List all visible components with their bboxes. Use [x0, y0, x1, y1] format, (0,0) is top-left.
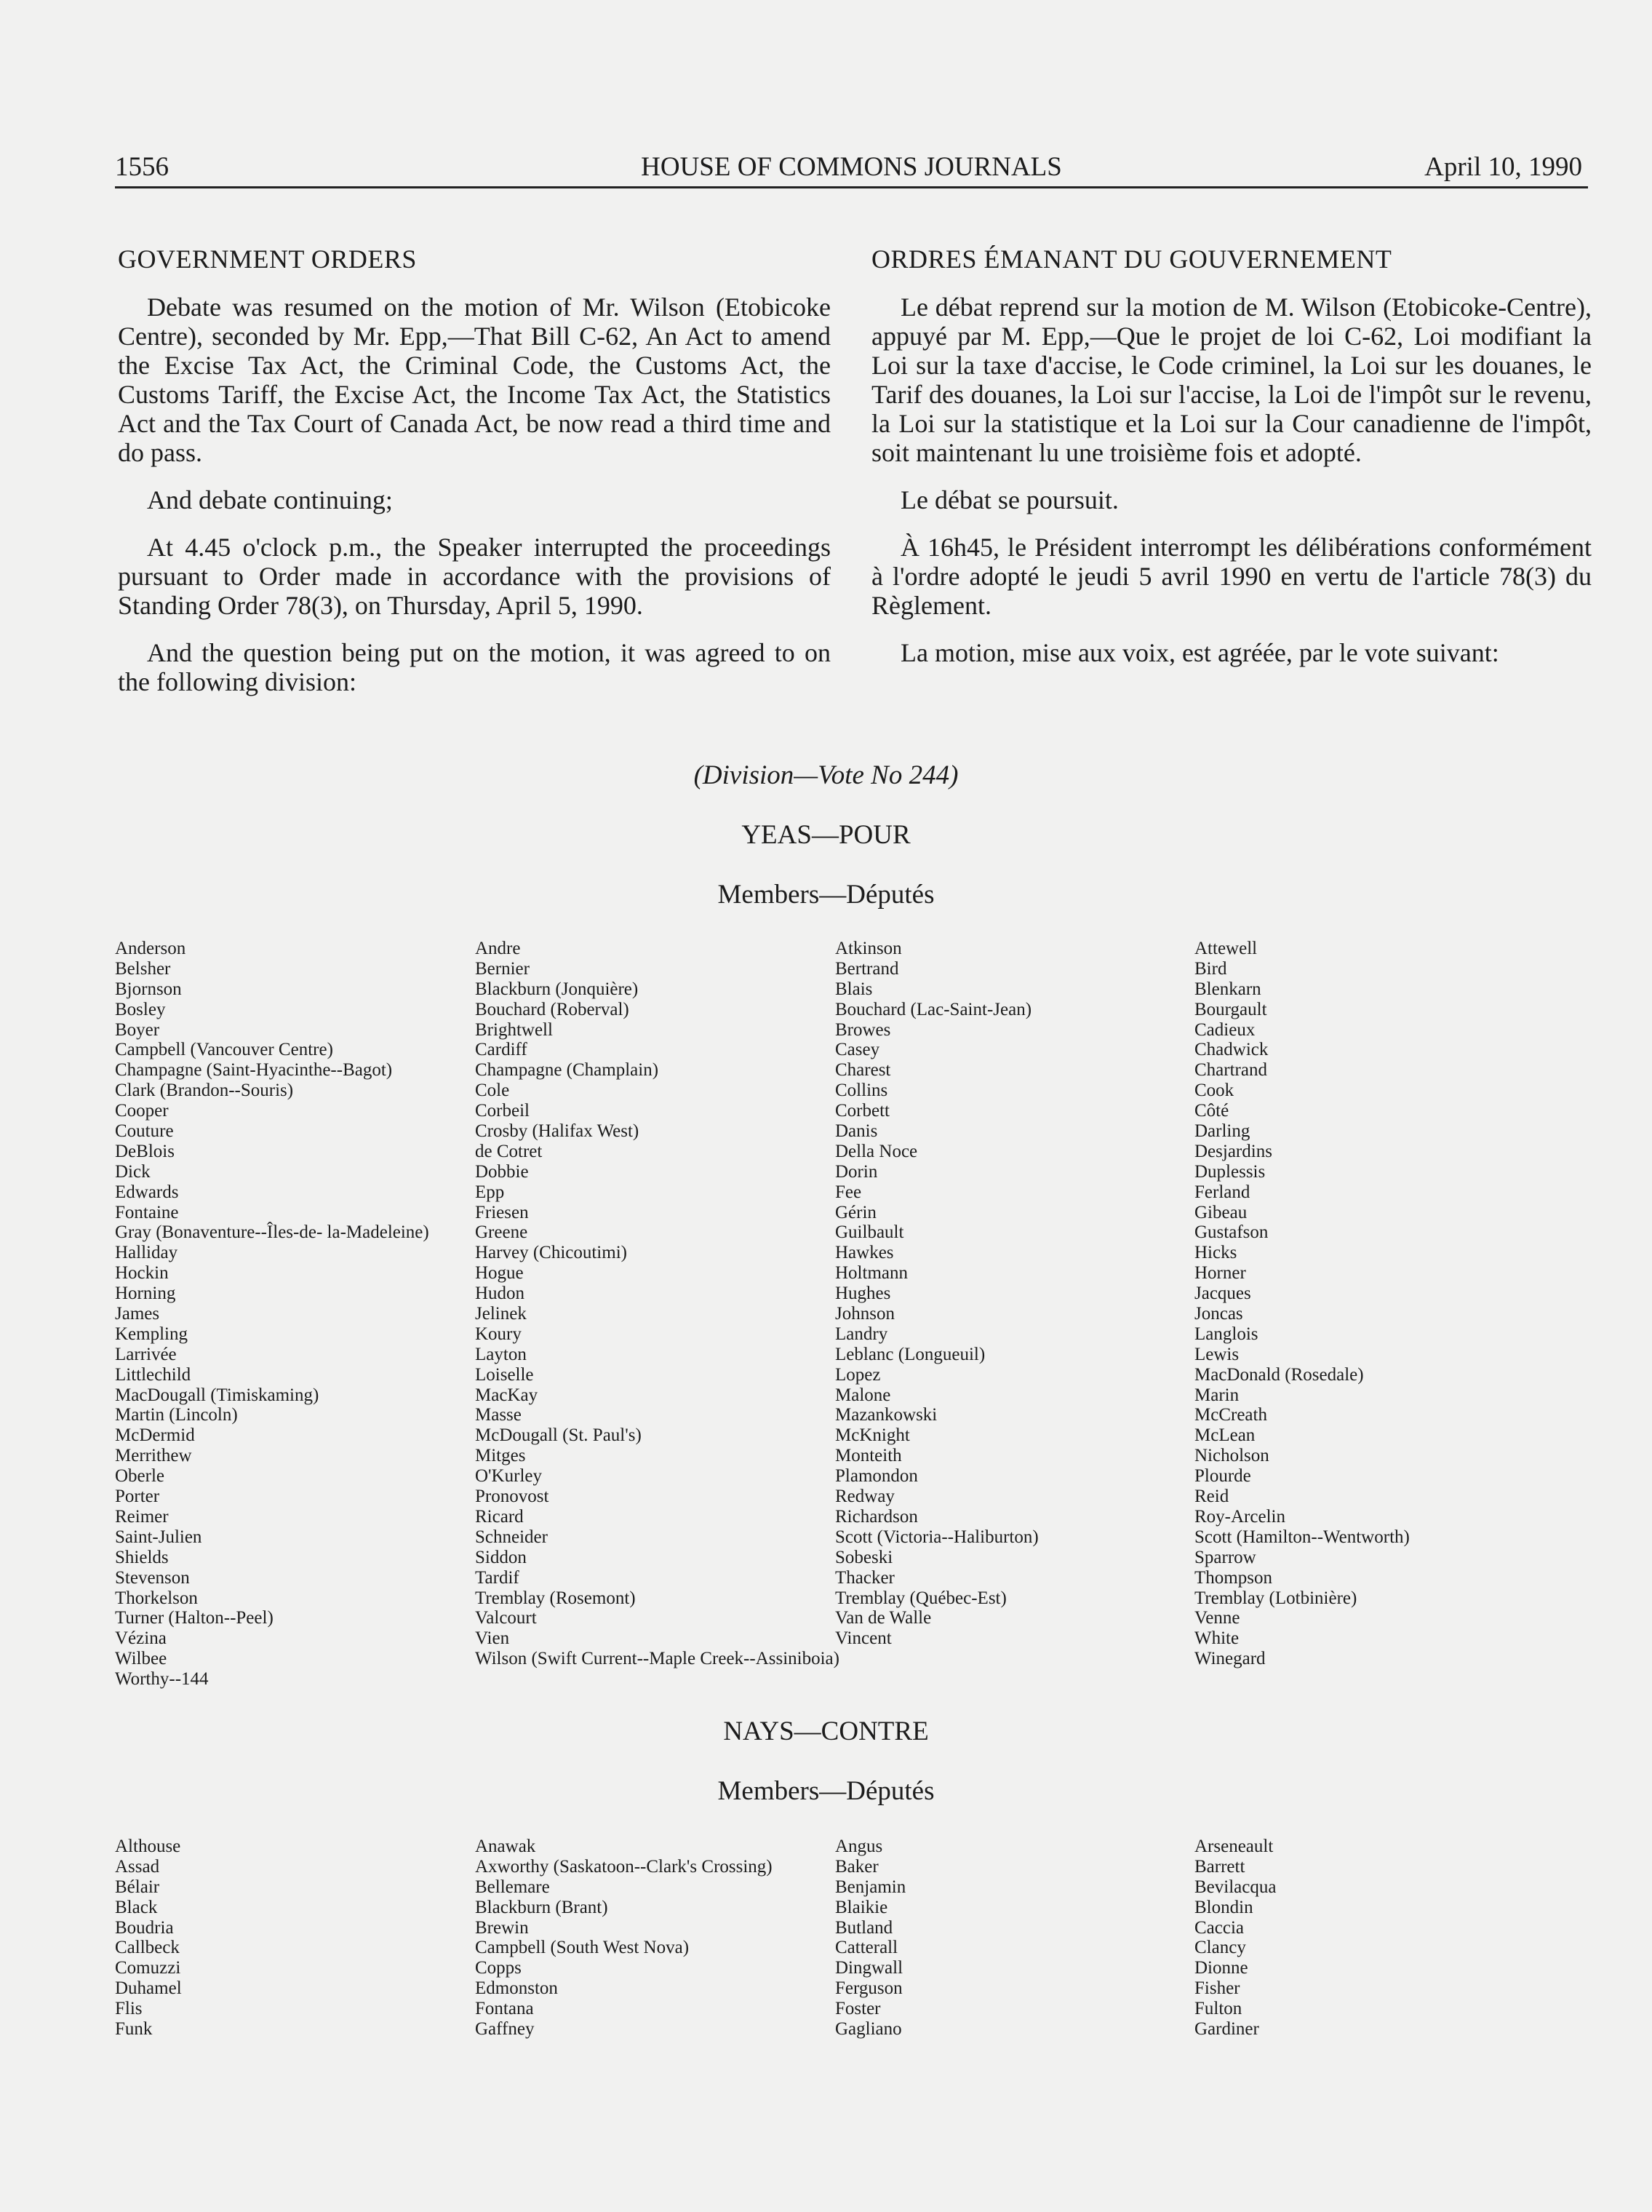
member-name: Hawkes	[835, 1243, 894, 1263]
member-name: Epp	[475, 1182, 505, 1202]
member-name: Chartrand	[1194, 1060, 1267, 1081]
member-name: Caccia	[1194, 1917, 1245, 1938]
member-name: Landry	[835, 1324, 888, 1344]
member-name: Edmonston	[475, 1978, 558, 1999]
member-name: Fontaine	[115, 1202, 179, 1222]
member-name: MacDonald (Rosedale)	[1194, 1364, 1364, 1385]
member-name: Merrithew	[115, 1446, 192, 1466]
member-name: Langlois	[1194, 1324, 1258, 1344]
member-name: Gardiner	[1194, 2019, 1259, 2040]
member-name: Althouse	[115, 1837, 181, 1856]
member-name: Harvey (Chicoutimi)	[475, 1243, 627, 1263]
member-name: Valcourt	[475, 1608, 537, 1628]
member-name: Monteith	[835, 1446, 902, 1466]
french-paragraph: La motion, mise aux voix, est agréée, par le vote suivant:	[901, 638, 1499, 667]
yeas-column-1	[115, 939, 479, 1690]
member-name: Guilbault	[835, 1222, 904, 1243]
member-name: Layton	[475, 1344, 527, 1364]
member-name: Sobeski	[835, 1547, 893, 1567]
nays-title: NAYS—CONTRE	[723, 1716, 929, 1746]
member-name: Cole	[475, 1081, 510, 1101]
member-name: Mitges	[475, 1446, 526, 1466]
member-name: Wilbee	[115, 1649, 167, 1669]
member-name: James	[115, 1304, 160, 1324]
member-name: Bellemare	[475, 1877, 550, 1897]
member-name: de Cotret	[475, 1141, 543, 1161]
member-name: Sparrow	[1194, 1547, 1256, 1567]
member-name: Couture	[115, 1121, 174, 1142]
member-name: Redway	[835, 1487, 895, 1507]
member-name: Tremblay (Lotbinière)	[1194, 1588, 1357, 1608]
member-name: Stevenson	[115, 1567, 190, 1588]
member-name: Schneider	[475, 1527, 548, 1547]
english-paragraph: Debate was resumed on the motion of Mr. Wilson (Etobicoke Centre), seconded by Mr. Epp,—That Bill C-62, An Act to amend the Excise Tax Act, the Criminal Code, the Customs Act, the Customs Tariff, the Excise Act, the Income Tax Act, the Statistics Act and the Tax Court of Canada Act, be now read a third time and do pass.	[118, 293, 831, 467]
member-name: Oberle	[115, 1466, 165, 1487]
member-name: Greene	[475, 1222, 528, 1243]
member-name: Porter	[115, 1487, 160, 1507]
member-name: Blais	[835, 979, 873, 999]
member-name: Assad	[115, 1856, 160, 1877]
member-name: Angus	[835, 1837, 883, 1856]
member-name: Dionne	[1194, 1958, 1248, 1978]
member-name: Baker	[835, 1856, 879, 1877]
member-name: Ferguson	[835, 1978, 903, 1999]
member-name: Thorkelson	[115, 1588, 198, 1608]
journal-title: HOUSE OF COMMONS JOURNALS	[641, 152, 1062, 182]
member-name: Dingwall	[835, 1958, 903, 1978]
member-name: Martin (Lincoln)	[115, 1405, 238, 1425]
member-name: Champagne (Saint-Hyacinthe--Bagot)	[115, 1060, 393, 1081]
member-name: Fee	[835, 1182, 862, 1202]
member-name: Collins	[835, 1081, 888, 1101]
member-name: Shields	[115, 1547, 169, 1567]
french-paragraph: Le débat reprend sur la motion de M. Wilson (Etobicoke-Centre), appuyé par M. Epp,—Que le projet de loi C-62, Loi modifiant la Loi sur la taxe d'accise, le Code criminel, la Loi sur les douanes, le Tarif des douanes, la Loi sur l'accise, la Loi de l'impôt sur le revenu, la Loi sur la statistique et la Loi sur la Cour canadienne de l'impôt, soit maintenant lu une troisième fois et adopté.	[871, 293, 1592, 467]
member-name: Hicks	[1194, 1243, 1237, 1263]
french-heading: ORDRES ÉMANANT DU GOUVERNEMENT	[871, 244, 1392, 274]
member-name: Charest	[835, 1060, 891, 1081]
member-name: Funk	[115, 2019, 153, 2040]
member-name: Attewell	[1194, 939, 1258, 958]
member-name: Plamondon	[835, 1466, 918, 1487]
member-name: Blaikie	[835, 1897, 888, 1917]
member-name: Bird	[1194, 958, 1227, 979]
member-name: Corbett	[835, 1101, 890, 1121]
member-name: Campbell (Vancouver Centre)	[115, 1040, 333, 1060]
member-name: Gérin	[835, 1202, 877, 1222]
member-name: Thompson	[1194, 1567, 1272, 1588]
member-name: Boudria	[115, 1917, 174, 1938]
member-name: Cook	[1194, 1081, 1234, 1101]
member-name: Roy-Arcelin	[1194, 1506, 1285, 1527]
member-name: Della Noce	[835, 1141, 918, 1161]
member-name: Bertrand	[835, 958, 899, 979]
member-name: Arseneault	[1194, 1837, 1274, 1856]
member-name: Blackburn (Jonquière)	[475, 979, 639, 999]
member-name: Vien	[475, 1628, 510, 1649]
yeas-subtitle: Members—Députés	[717, 880, 935, 910]
member-name: Duhamel	[115, 1978, 182, 1999]
member-name: Blackburn (Brant)	[475, 1897, 608, 1917]
member-name: Bouchard (Roberval)	[475, 999, 629, 1019]
member-name: Black	[115, 1897, 158, 1917]
member-name: Fontana	[475, 1999, 534, 2019]
member-name: Venne	[1194, 1608, 1240, 1628]
member-name: Marin	[1194, 1385, 1240, 1405]
member-name: Blenkarn	[1194, 979, 1261, 999]
nays-subtitle: Members—Députés	[717, 1776, 935, 1806]
nays-column-4	[1194, 1837, 1558, 2040]
member-name: Cardiff	[475, 1040, 527, 1060]
member-name: McDermid	[115, 1425, 195, 1446]
nays-column-2	[475, 1837, 839, 2040]
member-name: Gaffney	[475, 2019, 535, 2040]
member-name: Gustafson	[1194, 1222, 1269, 1243]
member-name: Comuzzi	[115, 1958, 181, 1978]
french-paragraph: Le débat se poursuit.	[901, 485, 1119, 514]
member-name: Copps	[475, 1958, 522, 1978]
member-name: McCreath	[1194, 1405, 1267, 1425]
english-heading: GOVERNMENT ORDERS	[118, 244, 417, 274]
member-name: Bevilacqua	[1194, 1877, 1277, 1897]
member-name: Scott (Hamilton--Wentworth)	[1194, 1527, 1410, 1547]
member-name: Bouchard (Lac-Saint-Jean)	[835, 999, 1032, 1019]
member-name: Worthy--144	[115, 1669, 209, 1690]
member-name: Cooper	[115, 1101, 169, 1121]
member-name: Saint-Julien	[115, 1527, 202, 1547]
page-number: 1556	[115, 152, 169, 182]
yeas-title: YEAS—POUR	[741, 820, 911, 850]
member-name: Brightwell	[475, 1019, 553, 1040]
member-name: Catterall	[835, 1938, 898, 1958]
member-name: Wilson (Swift Current--Maple Creek--Assiniboia)	[475, 1649, 839, 1669]
member-name: Gray (Bonaventure--Îles-de- la-Madeleine)	[115, 1222, 429, 1243]
member-name: Tremblay (Rosemont)	[475, 1588, 636, 1608]
member-name: Anderson	[115, 939, 186, 958]
member-name: Nicholson	[1194, 1446, 1269, 1466]
yeas-column-2	[475, 939, 839, 1669]
member-name: Danis	[835, 1121, 878, 1142]
member-name: Browes	[835, 1019, 891, 1040]
member-name: Littlechild	[115, 1364, 191, 1385]
member-name: MacKay	[475, 1385, 538, 1405]
member-name: Hogue	[475, 1263, 524, 1284]
yeas-column-3	[835, 939, 1199, 1649]
member-name: Masse	[475, 1405, 522, 1425]
english-paragraph: At 4.45 o'clock p.m., the Speaker interrupted the proceedings pursuant to Order made in accordance with the provisions of Standing Order 78(3), on Thursday, April 5, 1990.	[118, 533, 831, 620]
member-name: Axworthy (Saskatoon--Clark's Crossing)	[475, 1856, 773, 1877]
member-name: Brewin	[475, 1917, 529, 1938]
member-name: Loiselle	[475, 1364, 534, 1385]
member-name: Ferland	[1194, 1182, 1250, 1202]
member-name: Scott (Victoria--Haliburton)	[835, 1527, 1039, 1547]
member-name: Richardson	[835, 1506, 918, 1527]
member-name: Crosby (Halifax West)	[475, 1121, 639, 1142]
member-name: Hockin	[115, 1263, 169, 1284]
member-name: Reimer	[115, 1506, 169, 1527]
member-name: Bernier	[475, 958, 530, 979]
french-paragraph: À 16h45, le Président interrompt les délibérations conformément à l'ordre adopté le jeudi 5 avril 1990 en vertu de l'article 78(3) du Règlement.	[871, 533, 1592, 620]
member-name: Kempling	[115, 1324, 188, 1344]
member-name: Friesen	[475, 1202, 529, 1222]
member-name: Desjardins	[1194, 1141, 1272, 1161]
yeas-column-4	[1194, 939, 1558, 1669]
member-name: Butland	[835, 1917, 893, 1938]
member-name: Boyer	[115, 1019, 160, 1040]
member-name: Plourde	[1194, 1466, 1251, 1487]
member-name: Joncas	[1194, 1304, 1243, 1324]
member-name: Edwards	[115, 1182, 179, 1202]
member-name: Leblanc (Longueuil)	[835, 1344, 986, 1364]
member-name: Duplessis	[1194, 1161, 1266, 1182]
member-name: Horner	[1194, 1263, 1246, 1284]
member-name: Vincent	[835, 1628, 892, 1649]
member-name: McDougall (St. Paul's)	[475, 1425, 642, 1446]
member-name: Atkinson	[835, 939, 902, 958]
member-name: Tardif	[475, 1567, 519, 1588]
member-name: DeBlois	[115, 1141, 175, 1161]
member-name: Fulton	[1194, 1999, 1242, 2019]
member-name: Cadieux	[1194, 1019, 1256, 1040]
member-name: MacDougall (Timiskaming)	[115, 1385, 319, 1405]
member-name: Halliday	[115, 1243, 178, 1263]
member-name: Gibeau	[1194, 1202, 1248, 1222]
member-name: Champagne (Champlain)	[475, 1060, 659, 1081]
member-name: Koury	[475, 1324, 522, 1344]
english-paragraph: And the question being put on the motion, it was agreed to on the following division:	[118, 638, 831, 696]
member-name: Côté	[1194, 1101, 1229, 1121]
nays-column-3	[835, 1837, 1199, 2040]
member-name: Bjornson	[115, 979, 182, 999]
member-name: Tremblay (Québec-Est)	[835, 1588, 1007, 1608]
member-name: Darling	[1194, 1121, 1250, 1142]
member-name: O'Kurley	[475, 1466, 542, 1487]
english-column	[118, 244, 831, 715]
member-name: Larrivée	[115, 1344, 177, 1364]
member-name: Barrett	[1194, 1856, 1245, 1877]
member-name: Jacques	[1194, 1284, 1251, 1304]
member-name: Malone	[835, 1385, 891, 1405]
member-name: Hughes	[835, 1284, 891, 1304]
member-name: Gagliano	[835, 2019, 902, 2040]
member-name: Mazankowski	[835, 1405, 938, 1425]
page-date: April 10, 1990	[1424, 152, 1582, 182]
member-name: Van de Walle	[835, 1608, 932, 1628]
member-name: Jelinek	[475, 1304, 527, 1324]
member-name: Thacker	[835, 1567, 895, 1588]
member-name: White	[1194, 1628, 1240, 1649]
member-name: Lewis	[1194, 1344, 1240, 1364]
member-name: Chadwick	[1194, 1040, 1269, 1060]
member-name: Horning	[115, 1284, 176, 1304]
member-name: Flis	[115, 1999, 143, 2019]
member-name: Foster	[835, 1999, 881, 2019]
page-header	[115, 148, 1588, 188]
member-name: Reid	[1194, 1487, 1229, 1507]
member-name: Blondin	[1194, 1897, 1253, 1917]
member-name: Johnson	[835, 1304, 895, 1324]
member-name: Holtmann	[835, 1263, 908, 1284]
member-name: Corbeil	[475, 1101, 530, 1121]
member-name: Fisher	[1194, 1978, 1240, 1999]
member-name: Vézina	[115, 1628, 167, 1649]
member-name: Dorin	[835, 1161, 878, 1182]
member-name: Bourgault	[1194, 999, 1267, 1019]
member-name: Belsher	[115, 958, 171, 979]
member-name: McKnight	[835, 1425, 910, 1446]
member-name: Clancy	[1194, 1938, 1246, 1958]
french-column	[871, 244, 1592, 685]
member-name: Dick	[115, 1161, 151, 1182]
member-name: Andre	[475, 939, 521, 958]
member-name: Bosley	[115, 999, 166, 1019]
member-name: Dobbie	[475, 1161, 529, 1182]
member-name: Turner (Halton--Peel)	[115, 1608, 274, 1628]
member-name: Benjamin	[835, 1877, 906, 1897]
member-name: Hudon	[475, 1284, 525, 1304]
member-name: Bélair	[115, 1877, 160, 1897]
member-name: Siddon	[475, 1547, 527, 1567]
member-name: Ricard	[475, 1506, 524, 1527]
english-paragraph: And debate continuing;	[147, 485, 393, 514]
member-name: Lopez	[835, 1364, 881, 1385]
member-name: Clark (Brandon--Souris)	[115, 1081, 294, 1101]
member-name: McLean	[1194, 1425, 1256, 1446]
member-name: Pronovost	[475, 1487, 549, 1507]
member-name: Callbeck	[115, 1938, 180, 1958]
member-name: Campbell (South West Nova)	[475, 1938, 690, 1958]
member-name: Winegard	[1194, 1649, 1266, 1669]
nays-column-1	[115, 1837, 479, 2040]
division-title: (Division—Vote No 244)	[693, 760, 959, 790]
member-name: Anawak	[475, 1837, 536, 1856]
member-name: Casey	[835, 1040, 880, 1060]
